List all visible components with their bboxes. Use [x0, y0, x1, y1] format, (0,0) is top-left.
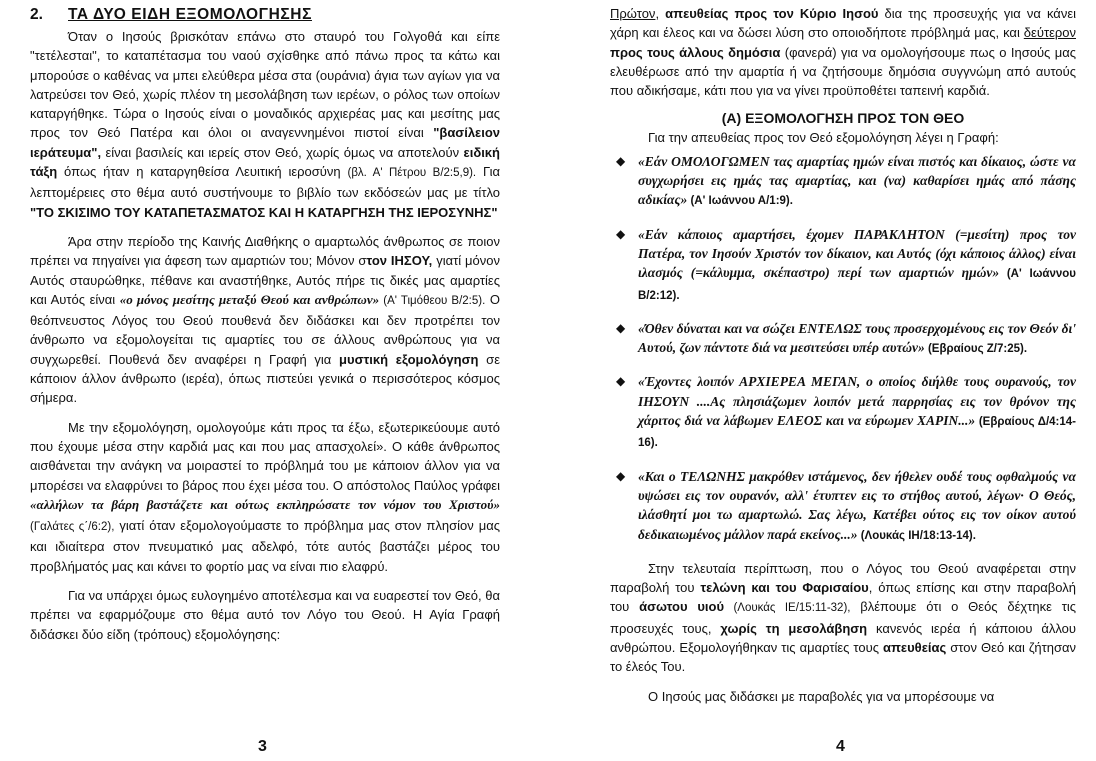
- bold-text: μυστική εξομολόγηση: [339, 351, 479, 367]
- right-page: [610, 4, 1076, 706]
- verse-quote: «Εάν κάποιος αμαρτήσει, έχομεν ΠΑΡΑΚΛΗΤΟΝ (=μεσίτη) προς τον Πατέρα, τον Ιησούν Χριστόν τον δίκαιον, και Αυτός (όχι κάποιος άλλος) είναι ιλασμός (=κάλυμμα, σκέπαστρο) περί των αμαρτιών ημών»: [638, 226, 1076, 281]
- verse-text: [638, 319, 1076, 360]
- text: Ο θεόπνευστος Λόγος του Θεού πουθενά δεν διδάσκει και δεν προτρέπει τον άνθρωπο να εξομολογείται τις αμαρτίες του σε άλλους ανθρώπους για να συγχωρεθεί. Πουθενά δεν αναφέρει η Γραφή για: [30, 291, 500, 367]
- scripture-reference: (Α' Ιωάννου Β/2:12).: [638, 268, 1076, 302]
- quote: «αλλήλων τα βάρη βαστάζετε και ούτως εκπληρώσατε τον νόμον του Χριστού»: [30, 496, 500, 512]
- text: στον Θεό και ζήτησαν το έλεός Του.: [610, 640, 1076, 675]
- verse-list: [610, 152, 1076, 546]
- text: όπως ήταν η καταργηθείσα Λευιτική ιεροσύνη: [57, 164, 348, 180]
- intro-paragraph: [610, 4, 1076, 100]
- underlined-text: Πρώτον: [610, 6, 656, 21]
- verse-item: [610, 467, 1076, 546]
- bold-text: χωρίς τη μεσολάβηση: [720, 620, 868, 636]
- underlined-text: δεύτερον: [1023, 25, 1076, 41]
- verse-item: [610, 372, 1076, 453]
- text: Με την εξομολόγηση, ομολογούμε κάτι προς τα έξω, εξωτερικεύουμε αυτό που έχουμε μέσα στην καρδιά μας και που μας απασχολεί». Ο κάθε άνθρωπος αισθάνεται την ανάγκη να μοιραστεί το πρόβλημά του με κάποιον άλλον για να μπορέσει να ελαφρύνει το βάρος που έχει μέσα του. Ο απόστολος Παύλος γράφει: [30, 419, 500, 493]
- text: δια της προσευχής για να κάνει χάρη και έλεος και να δώσει λύση στο οποιοδήποτε πρόβλημά μας, και: [610, 6, 1076, 41]
- bullet-icon: ◆: [616, 320, 626, 335]
- verse-item: [610, 319, 1076, 360]
- last-paragraph: Ο Ιησούς μας διδάσκει με παραβολές για να μπορέσουμε να: [648, 688, 995, 704]
- verse-quote: «Εάν ΟΜΟΛΟΓΩΜΕΝ τας αμαρτίας ημών είναι πιστός και δίκαιος, ώστε να συγχωρήσει εις ημάς τας αμαρτίας, και (να) καθαρίσει ημάς από πάσης αδικίας»: [638, 153, 1076, 208]
- text: κανενός ιερέα ή κάποιου άλλου ανθρώπου. Εξομολογήθηκαν τις αμαρτίες τους: [610, 620, 1076, 656]
- scripture-reference: (Α' Τιμόθεου Β/2:5).: [379, 294, 486, 307]
- paragraph-3: [30, 418, 500, 576]
- bold-text: απευθείας: [882, 640, 947, 656]
- paragraph-after-verses: [610, 559, 1076, 677]
- text: Άρα στην περίοδο της Καινής Διαθήκης ο αμαρτωλός άνθρωπος σε ποιον πρέπει να πηγαίνει για άφεση των αμαρτιών του; Μόνον σ: [30, 233, 500, 269]
- verse-text: [638, 152, 1076, 212]
- subsection-intro: Για την απευθείας προς τον Θεό εξομολόγηση λέγει η Γραφή:: [648, 130, 999, 146]
- quote: «ο μόνος μεσίτης μεταξύ Θεού και ανθρώπων»: [119, 291, 380, 307]
- subsection-heading: (Α) ΕΞΟΜΟΛΟΓΗΣΗ ΠΡΟΣ ΤΟΝ ΘΕΟ: [721, 110, 965, 127]
- text: Για λεπτομέρειες στο θέμα αυτό συστήνουμε το βιβλίο των εκδόσεών μας με τίτλο: [30, 164, 500, 201]
- verse-quote: «Όθεν δύναται και να σώζει ΕΝΤΕΛΩΣ τους προσερχομένους εις τον Θεόν δι' Αυτού, ζων πάντοτε διά να μεσιτεύσει υπέρ αυτών»: [638, 320, 1076, 356]
- text: σε κάποιον άλλον άνθρωπο (ιερέα), όπως πιστεύει γενικά ο περισσότερος κόσμος σήμερα.: [30, 351, 500, 406]
- scripture-reference: (Εβραίους Δ/4:14-16).: [638, 416, 1076, 450]
- bold-text: άσωτου υιού: [639, 599, 725, 615]
- scripture-reference: (Λουκάς ΙΗ/18:13-14).: [857, 529, 976, 542]
- bold-text: "βασίλειον ιεράτευμα",: [30, 125, 500, 160]
- section-heading: [30, 4, 500, 26]
- bold-text: ειδική τάξη: [30, 144, 500, 180]
- text: Όταν ο Ιησούς βρισκόταν επάνω στο σταυρό του Γολγοθά και είπε "τετέλεσται", το καταπέτασμα του ναού σχίσθηκε από πάνω προς τα κάτω και μπορούσε ο καθένας να μπει ελεύθερα μέσα στα (ουράνια) άγια των αγίων για να λατρεύσει τον Θεό, χωρίς πλέον τη μεσολάβηση των ιερέων, ο ρόλος των οποίων καταργήθηκε. Τώρα ο Ιησούς είναι ο μοναδικός αρχιερέας μας και μεσίτης μας προς τον Θεό Πατέρα και όλοι οι αναγεννημένοι πιστοί είναι: [30, 29, 500, 141]
- text: (φανερά) για να ομολογήσουμε πως ο Ιησούς μας ελευθέρωσε από την αμαρτία ή να ζητήσουμε δημόσια συγγνώμη από αυτούς που αδικήσαμε, κάτι που για να γίνει προϋποθέτει ταπεινή καρδιά.: [610, 44, 1076, 99]
- verse-quote: «Έχοντες λοιπόν ΑΡΧΙΕΡΕΑ ΜΕΓΑΝ, ο οποίος διήλθε τους ουρανούς, τον ΙΗΣΟΥΝ ....Ας πλησιάζωμεν λοιπόν μετά παρρησίας εις τον θρόνον της χάριτος διά να λάβωμεν ΕΛΕΟΣ και να εύρωμεν ΧΑΡΙΝ...»: [638, 374, 1076, 429]
- verse-item: [610, 152, 1076, 212]
- scripture-reference: (Λουκάς ΙΕ/15:11-32),: [724, 602, 851, 615]
- bold-text: τον ΙΗΣΟΥ,: [366, 253, 433, 269]
- text: βλέπουμε ότι ο Θεός δέχτηκε τις προσευχές τους,: [610, 599, 1076, 636]
- scripture-reference: (βλ. Α' Πέτρου Β/2:5,9).: [347, 167, 477, 180]
- section-number: 2.: [30, 6, 43, 23]
- bullet-icon: ◆: [616, 468, 626, 483]
- text: , όπως επίσης και στην παραβολή του: [610, 580, 1076, 615]
- scripture-reference: (Εβραίους Ζ/7:25).: [924, 343, 1028, 356]
- bullet-icon: ◆: [616, 226, 626, 241]
- bold-text: προς τους άλλους δημόσια: [610, 44, 781, 60]
- text: γιατί όταν εξομολογούμαστε το πρόβλημα μας στον πλησίον μας και ιδιαίτερα στον πνευματικό μας αδελφό, τότε αυτός βαστάζει μέρος του προβλήματός μας και κάνει το φορτίο μας να είναι πιο ελαφρύ.: [30, 518, 500, 574]
- verse-text: [638, 467, 1076, 546]
- verse-item: [610, 225, 1076, 306]
- scripture-reference: (Γαλάτες ς΄/6:2),: [30, 521, 115, 534]
- paragraph-1: [30, 27, 500, 222]
- bold-text: απευθείας προς τον Κύριο Ιησού: [665, 6, 879, 21]
- text: ,: [655, 6, 666, 21]
- verse-text: [638, 372, 1076, 453]
- paragraph-2: [30, 232, 500, 408]
- section-title: ΤΑ ΔΥΟ ΕΙΔΗ ΕΞΟΜΟΛΟΓΗΣΗΣ: [68, 6, 312, 23]
- book-title: "ΤΟ ΣΚΙΣΙΜΟ ΤΟΥ ΚΑΤΑΠΕΤΑΣΜΑΤΟΣ ΚΑΙ Η ΚΑΤΑΡΓΗΣΗ ΤΗΣ ΙΕΡΟΣΥΝΗΣ": [30, 204, 498, 220]
- bold-text: τελώνη και του Φαρισαίου: [700, 580, 869, 596]
- text: Στην τελευταία περίπτωση, που ο Λόγος του Θεού αναφέρεται στην παραβολή του: [610, 560, 1076, 596]
- left-page: [30, 4, 500, 644]
- text: είναι βασιλείς και ιερείς στον Θεό, χωρίς όμως να αποτελούν: [101, 144, 464, 160]
- verse-text: [638, 225, 1076, 306]
- page-number-right: 4: [836, 738, 845, 755]
- paragraph-4: Για να υπάρχει όμως ευλογημένο αποτέλεσμα και να ευαρεστεί τον Θεό, θα πρέπει να εφαρμόζουμε στο θέμα αυτό τον Λόγο του Θεού. Η Αγία Γραφή διδάσκει δύο είδη (τρόπους) εξομολόγησης:: [30, 588, 500, 642]
- bullet-icon: ◆: [616, 374, 626, 389]
- bullet-icon: ◆: [616, 153, 626, 168]
- page-number-left: 3: [258, 738, 267, 755]
- verse-quote: «Και ο ΤΕΛΩΝΗΣ μακρόθεν ιστάμενος, δεν ήθελεν ουδέ τους οφθαλμούς να υψώσει εις τον ουρανόν, αλλ' έτυπτεν εις το στήθος αυτού, λέγων· Ο Θεός, ιλάσθητί μοι τω αμαρτωλώ. Σας λέγω, Κατέβει ούτος εις τον οίκον αυτού δεδικαιωμένος μάλλον παρά εκείνος...»: [638, 468, 1076, 542]
- scripture-reference: (Α' Ιωάννου Α/1:9).: [687, 195, 793, 208]
- text: γιατί μόνον Αυτός σταυρώθηκε, πέθανε και αναστήθηκε, Αυτός πήρε τις δικές μας αμαρτίες και Αυτός είναι: [30, 253, 500, 307]
